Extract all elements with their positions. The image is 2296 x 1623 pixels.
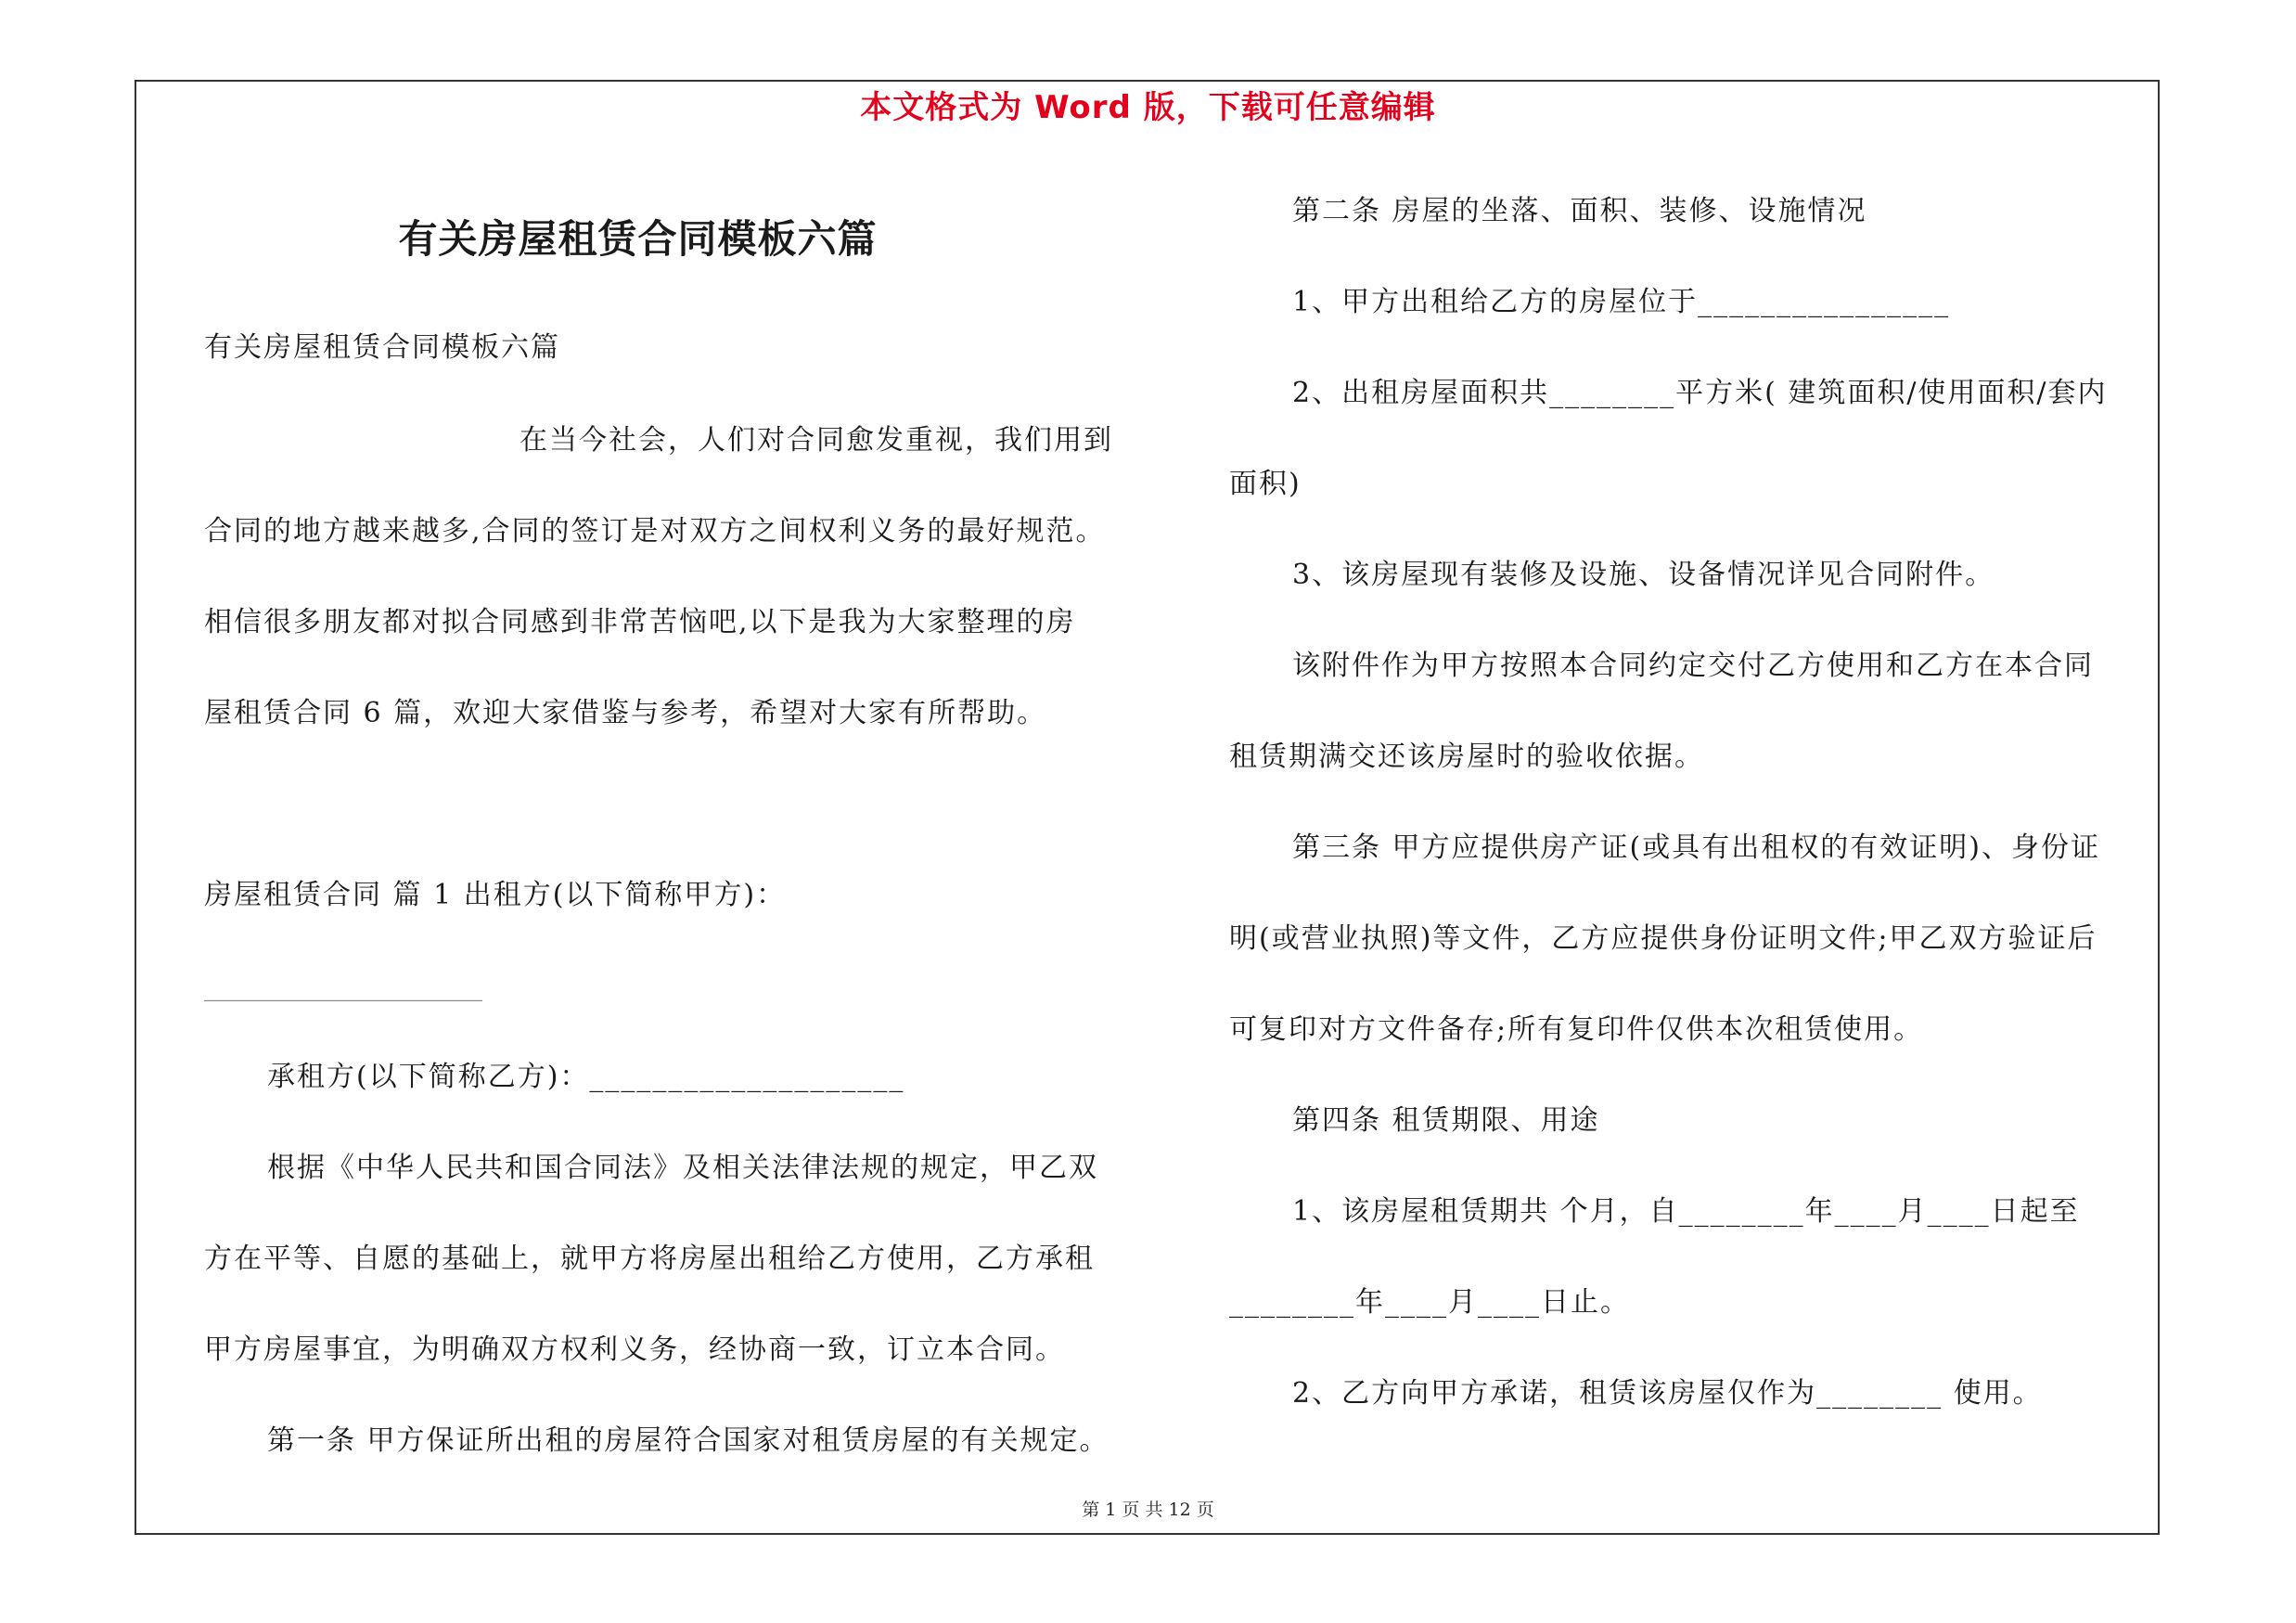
paragraph-line: 3、该房屋现有装修及设施、设备情况详见合同附件。 — [1292, 559, 1995, 591]
paragraph-line: ________年____月____日止。 — [1229, 1286, 1630, 1319]
paragraph-line: 合同的地方越来越多,合同的签订是对双方之间权利义务的最好规范。 — [204, 515, 1106, 547]
paragraph-line: 面积) — [1229, 468, 1302, 500]
paragraph-line: 甲方房屋事宜，为明确双方权利义务，经协商一致，订立本合同。 — [204, 1333, 1065, 1366]
page-footer: 第 1 页 共 12 页 — [1082, 1500, 1214, 1520]
paragraph-line: 在当今社会，人们对合同愈发重视，我们用到 — [519, 424, 1113, 457]
article-heading: 第四条 租赁期限、用途 — [1292, 1104, 1600, 1137]
paragraph-line: 相信很多朋友都对拟合同感到非常苦恼吧,以下是我为大家整理的房 — [204, 606, 1076, 638]
paragraph-line: 该附件作为甲方按照本合同约定交付乙方使用和乙方在本合同 — [1292, 650, 2094, 682]
section-heading: 房屋租赁合同 篇 1 出租方(以下简称甲方)： — [204, 879, 787, 911]
paragraph-line: 根据《中华人民共和国合同法》及相关法律法规的规定，甲乙双 — [267, 1152, 1098, 1184]
article-heading: 第二条 房屋的坐落、面积、装修、设施情况 — [1292, 195, 1867, 227]
document-title: 有关房屋租赁合同模板六篇 — [398, 216, 878, 262]
format-banner: 本文格式为 Word 版，下载可任意编辑 — [860, 89, 1436, 126]
paragraph-line: 2、出租房屋面积共________平方米( 建筑面积/使用面积/套内 — [1292, 377, 2108, 409]
paragraph-line: 2、乙方向甲方承诺，租赁该房屋仅作为________ 使用。 — [1292, 1377, 2043, 1410]
paragraph-line: 第一条 甲方保证所出租的房屋符合国家对租赁房屋的有关规定。 — [267, 1424, 1110, 1457]
paragraph-line: 1、该房屋租赁期共 个月，自________年____月____日起至 — [1292, 1195, 2080, 1228]
intro-heading: 有关房屋租赁合同模板六篇 — [204, 331, 560, 364]
paragraph-line: 承租方(以下简称乙方)：____________________ — [267, 1061, 905, 1093]
paragraph-line: 租赁期满交还该房屋时的验收依据。 — [1229, 741, 1704, 773]
blank-fill-line: ____________________ — [204, 970, 482, 1002]
paragraph-line: 明(或营业执照)等文件，乙方应提供身份证明文件;甲乙双方验证后 — [1229, 922, 2097, 955]
paragraph-line: 屋租赁合同 6 篇，欢迎大家借鉴与参考，希望对大家有所帮助。 — [204, 697, 1047, 729]
article-heading: 第三条 甲方应提供房产证(或具有出租权的有效证明)、身份证 — [1292, 831, 2100, 864]
paragraph-line: 方在平等、自愿的基础上，就甲方将房屋出租给乙方使用，乙方承租 — [204, 1243, 1095, 1275]
paragraph-line: 可复印对方文件备存;所有复印件仅供本次租赁使用。 — [1229, 1013, 1924, 1046]
paragraph-line: 1、甲方出租给乙方的房屋位于________________ — [1292, 286, 1951, 318]
